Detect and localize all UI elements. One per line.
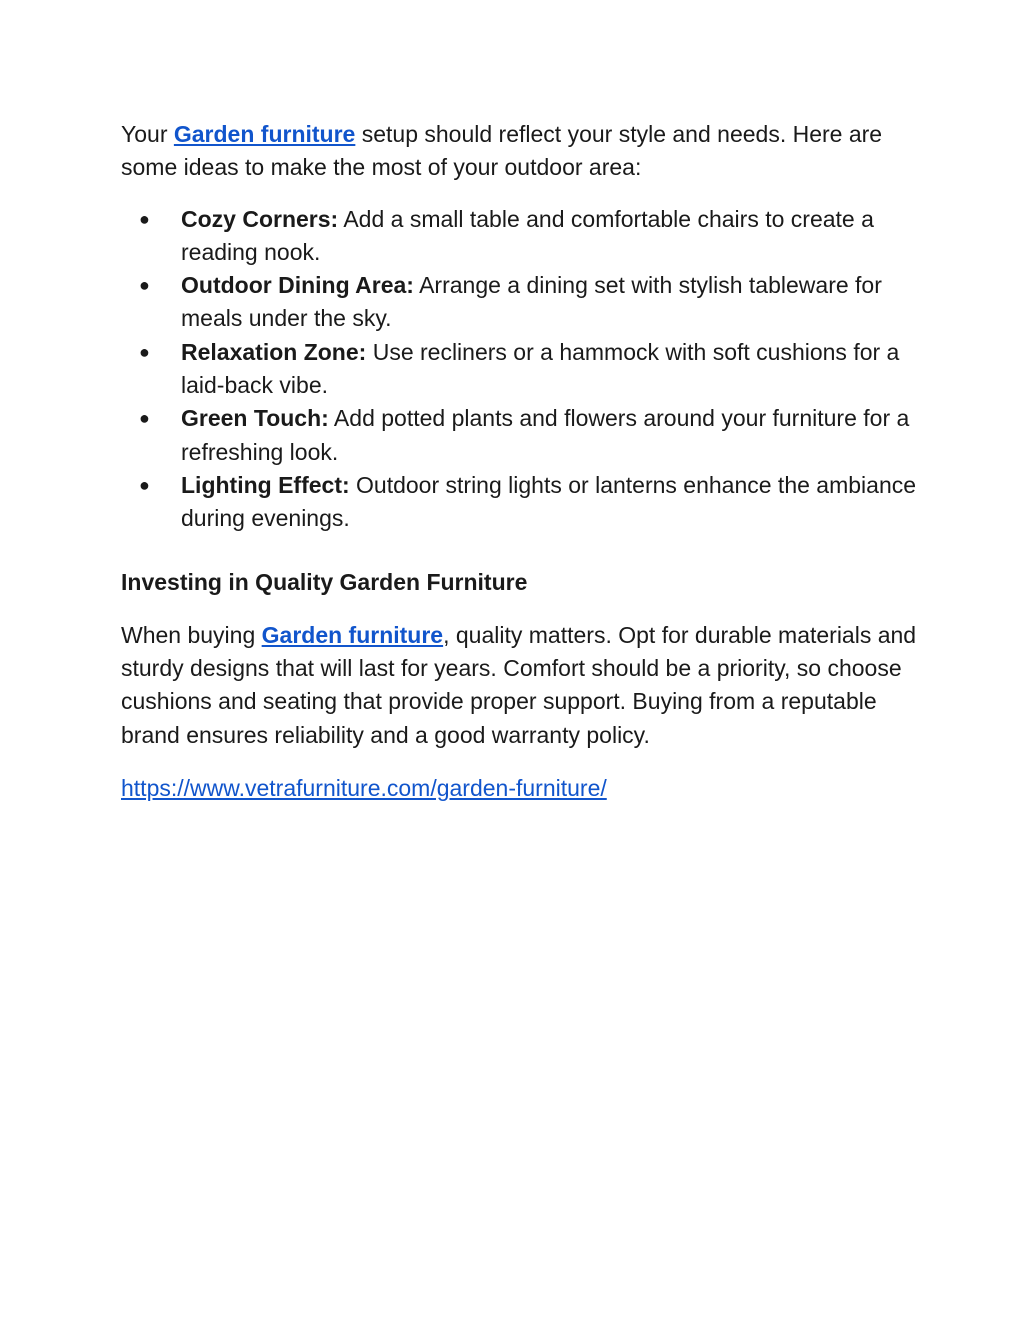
list-item — [121, 336, 921, 403]
idea-text: Add a small table and comfortable chairs to create a reading nook. — [181, 205, 874, 265]
intro-paragraph — [121, 118, 921, 185]
idea-title: Outdoor Dining Area: — [181, 272, 414, 299]
bullet-icon: ● — [139, 474, 150, 495]
bullet-icon: ● — [139, 408, 150, 429]
idea-text: Add potted plants and flowers around your furniture for a refreshing look. — [181, 405, 910, 465]
url-paragraph — [121, 772, 921, 805]
bullet-icon: ● — [139, 208, 150, 229]
ideas-list — [121, 203, 921, 536]
intro-suffix: setup should reflect your style and needs. Here are some ideas to make the most of your outdoor area: — [121, 121, 883, 181]
idea-title: Relaxation Zone: — [181, 338, 367, 365]
document-page — [121, 118, 921, 805]
idea-title: Green Touch: — [181, 405, 329, 432]
idea-title: Lighting Effect: — [181, 471, 350, 498]
idea-title: Cozy Corners: — [181, 205, 339, 232]
idea-text: Arrange a dining set with stylish tableware for meals under the sky. — [181, 272, 882, 332]
idea-text: Use recliners or a hammock with soft cushions for a laid-back vibe. — [181, 338, 900, 399]
list-item — [121, 269, 921, 336]
vetrafurniture-url-link[interactable]: https://www.vetrafurniture.com/garden-furniture/ — [121, 775, 607, 802]
section-heading: Investing in Quality Garden Furniture — [121, 568, 528, 595]
garden-furniture-link-2[interactable]: Garden furniture — [261, 621, 444, 648]
garden-furniture-link[interactable]: Garden furniture — [173, 121, 356, 147]
para-suffix: , quality matters. Opt for durable materials and sturdy designs that will last for years. Comfort should be a priority, so choose cushions and seating that provide proper support. Buying from a reputable brand ensures reliability and a good warranty policy. — [121, 621, 917, 748]
list-item — [121, 469, 921, 536]
idea-text: Outdoor string lights or lanterns enhance the ambiance during evenings. — [181, 471, 917, 532]
list-item — [121, 203, 921, 270]
quality-paragraph — [121, 619, 921, 752]
bullet-icon: ● — [139, 341, 150, 362]
list-item — [121, 402, 921, 469]
intro-prefix: Your — [121, 121, 174, 147]
bullet-icon: ● — [139, 275, 150, 296]
para-prefix: When buying — [121, 621, 262, 648]
